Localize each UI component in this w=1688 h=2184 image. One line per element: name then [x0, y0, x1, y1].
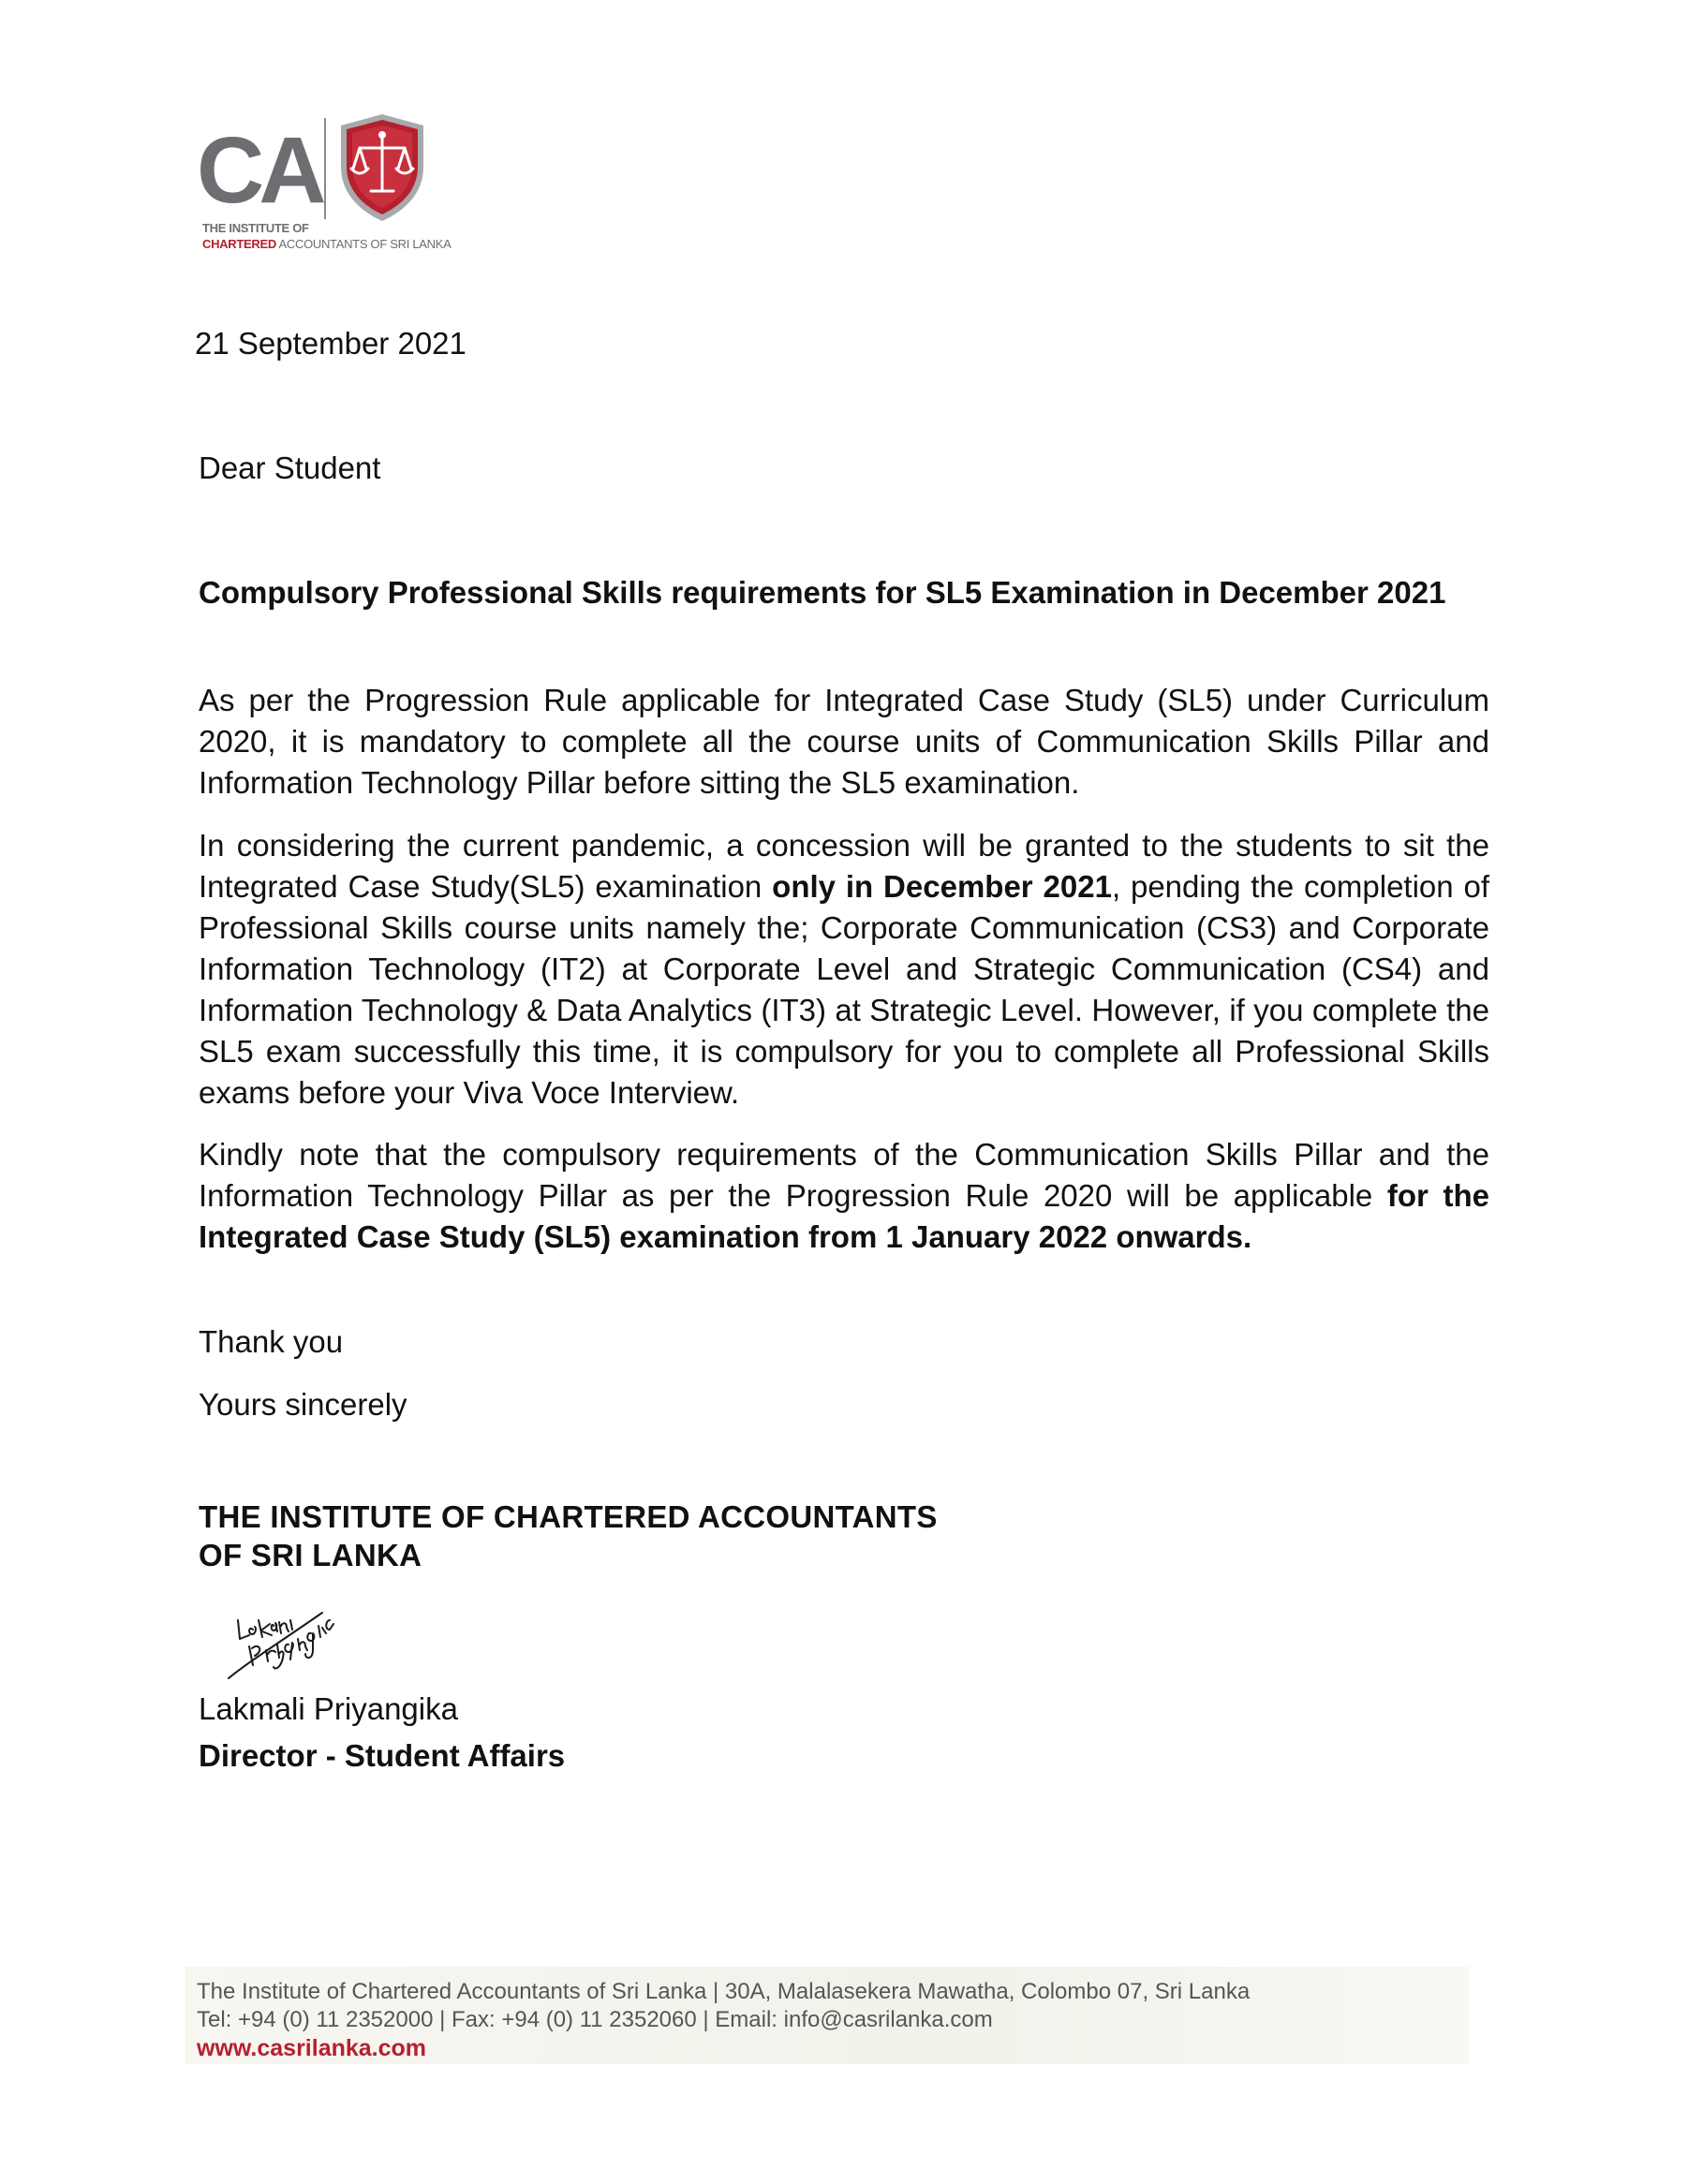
closing-line: Yours sincerely: [199, 1387, 407, 1422]
footer: [185, 1967, 1469, 2064]
handwritten-signature: [221, 1592, 343, 1686]
letter-date: 21 September 2021: [195, 326, 466, 361]
paragraph-3-text: Kindly note that the compulsory requirements of the Communication Skills Pillar and the Information Technology Pillar as per the Progression Rule 2020 will be applicable: [199, 1137, 1489, 1213]
logo-chartered-text: CHARTERED: [202, 237, 276, 251]
organisation-name-line2: OF SRI LANKA: [199, 1538, 422, 1572]
logo-accountants-text: ACCOUNTANTS OF SRI LANKA: [275, 237, 452, 251]
signer-title: Director - Student Affairs: [199, 1738, 566, 1773]
paragraph-2-emphasis: only in December 2021: [772, 869, 1112, 904]
organisation-name-line1: THE INSTITUTE OF CHARTERED ACCOUNTANTS: [199, 1499, 938, 1534]
paragraph-2-text-a: In considering the current pandemic, a concession will be granted to the students to sit the Integrated Case Study(SL5) examination: [199, 828, 1489, 904]
letter-subject: Compulsory Professional Skills requirements for SL5 Examination in December 2021: [199, 575, 1446, 610]
paragraph-2-text-b: , pending the completion of Professional Skills course units namely the; Corporate Communication (CS3) and Corporate Information Technology (IT2) at Corporate Level and Strategic Communication (CS4) and Information Technology & Data Analytics (IT3) at Strategic Level. However, if you complete the SL5 exam successfully this time, it is compulsory for you to complete all Professional Skills exams before your Viva Voce Interview.: [199, 869, 1490, 1110]
footer-website: www.casrilanka.com: [197, 2035, 427, 2061]
paragraph-3-emphasis: for the Integrated Case Study (SL5) examination from 1 January 2022 onwards.: [199, 1178, 1489, 1254]
salutation: Dear Student: [199, 450, 381, 485]
scales-of-justice-shield-icon: [337, 112, 427, 223]
paragraph-3: [199, 1134, 1489, 1258]
paragraph-1: As per the Progression Rule applicable for Integrated Case Study (SL5) under Curriculum 2020, it is mandatory to complete all the course units of Communication Skills Pillar and Information Technology Pillar before sitting the SL5 examination.: [199, 683, 1489, 800]
signer-name: Lakmali Priyangika: [199, 1691, 458, 1726]
logo-institute-line1: THE INSTITUTE OF: [202, 221, 309, 235]
footer-address: The Institute of Chartered Accountants of Sri Lanka | 30A, Malalasekera Mawatha, Colombo 07, Sri Lanka: [197, 1979, 1251, 2004]
letterhead-logo: [197, 111, 478, 260]
organisation-name: [199, 1498, 938, 1574]
logo-divider: [324, 118, 326, 219]
footer-contact: Tel: +94 (0) 11 2352000 | Fax: +94 (0) 11 2352060 | Email: info@casrilanka.com: [197, 2007, 993, 2032]
paragraph-2: [199, 825, 1489, 1114]
logo-ca-text: CA: [197, 118, 321, 223]
logo-institute-line2: [202, 237, 452, 251]
thanks-line: Thank you: [199, 1324, 344, 1359]
